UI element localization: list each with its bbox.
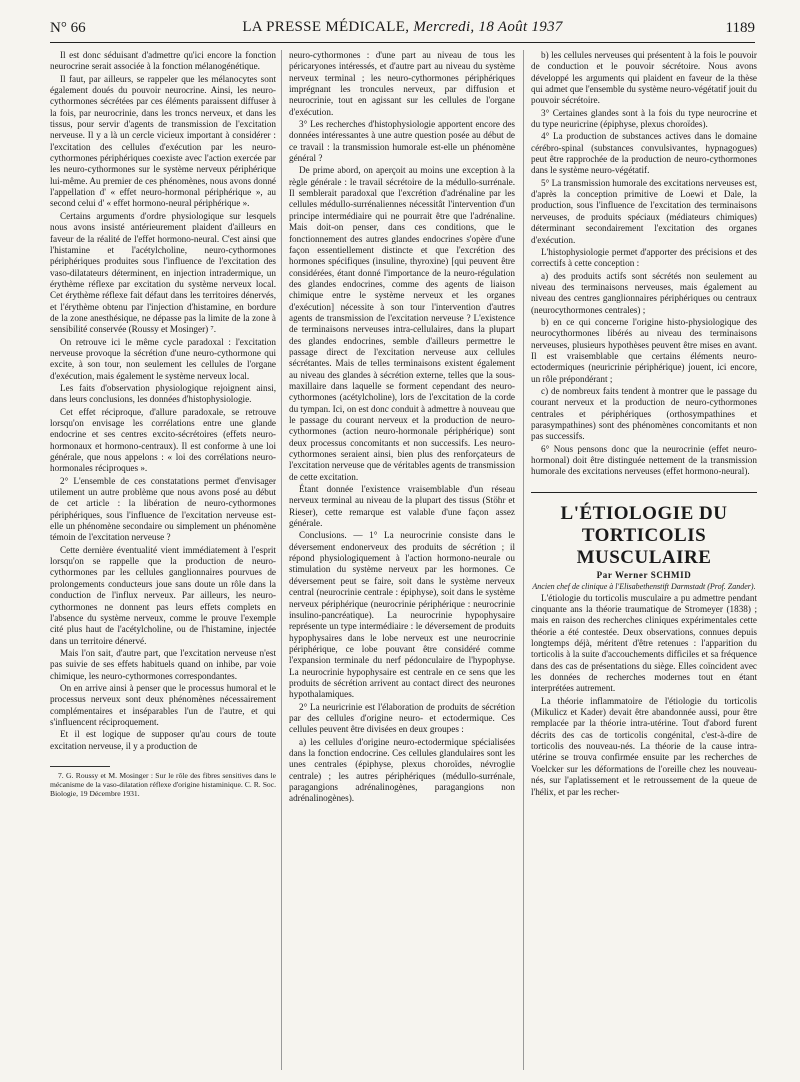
- paragraph: Et il est logique de supposer qu'au cours de toute excitation nerveuse, il y a production de: [50, 729, 276, 751]
- article-author: Par Werner SCHMID: [596, 569, 692, 580]
- paragraph: 6° Nous pensons donc que la neurocrinie (effet neuro-hormonal) doit être distinguée nettement de la transmission humorale des excitations nerveuses (effet hormono-neural).: [531, 443, 757, 477]
- paragraph: 3° Les recherches d'histophysiologie apportent encore des données intéressantes à une autre question posée au début de ce travail : la transmission humorale est-elle un phénomène général ?: [289, 119, 515, 164]
- column-1-text: [50, 50, 276, 752]
- paragraph: Certains arguments d'ordre physiologique sur lesquels nous avons insisté antérieurement plaident d'ailleurs en faveur de la réalité de l'effet hormono-neural. C'est ainsi que l'histamine et l'acétylcholine, neuro-cythormones périphériques produites sous l'influence de l'excitation des vaso-dilatateurs déterminent, en injection intradermique, un érythème réflexe par excitation du système nerveux local. Cet érythème réflexe fait défaut dans les territoires dénervés, et l'érythème obtenu par l'injection d'histamine, en bordure de la zone anesthésique, ne dépasse pas la limite de la zone à sensibilité conservée (Roussy et Mosinger) ⁷.: [50, 210, 276, 335]
- paragraph: Il est donc séduisant d'admettre qu'ici encore la fonction neurocrine serait associée à la fonction mélanogénétique.: [50, 50, 276, 72]
- paragraph: Étant donnée l'existence vraisemblable d'un réseau nerveux terminal au niveau de la plupart des tissus (Stöhr et Rieser), cette remarque est valable d'une façon assez générale.: [289, 484, 515, 529]
- page-number: 1189: [725, 20, 755, 36]
- footnote: 7. G. Roussy et M. Mosinger : Sur le rôle des fibres sensitives dans le mécanisme de la vaso-dilatation réflexe d'origine histaminique. C. R. Soc. Biologie, 19 Décembre 1931.: [50, 770, 276, 798]
- column-2-text: [289, 50, 515, 805]
- column-rule: [523, 50, 524, 1070]
- paragraph: L'histophysiologie permet d'apporter des précisions et des correctifs à cette conception :: [531, 246, 757, 269]
- column-3-text: [531, 50, 757, 478]
- paragraph: Les faits d'observation physiologique rejoignent ainsi, dans leurs conclusions, les données d'histophysiologie.: [50, 382, 276, 405]
- paragraph: Il faut, par ailleurs, se rappeler que les mélanocytes sont également doués du pouvoir neurocrine. Ainsi, les neuro-cythormones sécrétées par ces éléments paraissent diffuser à la fois, par neurocrinie, dans les troncs nerveux, et dans les tissus, pour servir d'agents de transmission de l'excitation nerveuse. Il y a là un cercle vicieux important à considérer : l'excitation des cellules d'exécution par les neuro-cythormones périphériques coexiste avec l'action exercée par les neuro-cythormones sur le système nerveux périphérique lui-même. Au premier de ces phénomènes, nous avons donné l'appellation d' « effet neuro-hormonal périphérique », au second celui d' « effet hormono-neural périphérique ».: [50, 73, 276, 209]
- journal-title: [50, 19, 755, 36]
- article-body: [531, 593, 757, 798]
- issue-number: N° 66: [50, 20, 86, 36]
- paragraph: Cet effet réciproque, d'allure paradoxale, se retrouve lorsqu'on envisage les corrélations entre une glande endocrine et ses centres excito-sécrétoires (effets neuro-hormonaux et hormono-centraux). Il est conforme à une loi générale, que nous appelons : « loi des corrélations neuro-hormonales réciproques ».: [50, 406, 276, 474]
- paragraph: a) les cellules d'origine neuro-ectodermique spécialisées dans la fonction endocrine. Ces cellules glandulaires sont les unes centrales (épiphyse, plexus choroïdes, névroglie centrale) ; les autres périphériques (médullo-surrénale, paragangions adrénalinogènes, paragangions non adrénalinogènes).: [289, 736, 515, 804]
- paragraph: 2° La neuricrinie est l'élaboration de produits de sécrétion par des cellules d'origine neuro- et ectodermique. Ces cellules peuvent être divisées en deux groupes :: [289, 701, 515, 735]
- paragraph: De prime abord, on aperçoit au moins une exception à la règle générale : le travail sécrétoire de la médullo-surrénale. Il semblerait paradoxal que l'excrétion d'adrénaline par les cellules médullo-surrénaliennes nécessitât l'intervention d'un principe intermédiaire qui ne pourrait être que l'adrénaline. Mais doit-on penser, dans ces conditions, que le fonctionnement des autres glandes endocrines s'opère d'une façon essentiellement distincte et que l'excrétion des hormones spécifiques (insuline, thyroxine) [qui peuvent être considérées, étant donné l'importance de la neuro-régulation des glandes endocrines, comme des agents de liaison chimique entre le système nerveux et les organes d'exécution] nécessite à son tour l'intervention d'autres agents de transmission de l'excitation nerveuse ? L'existence de terminaisons nerveuses intra-cellulaires, dans la plupart des glandes endocrines, semble d'ailleurs permettre le passage direct de l'excitation nerveuse aux cellules sécrétantes. Mais de telles terminaisons existent également au niveau des glandes à sécrétion externe, telles que la sous-maxillaire dans laquelle se forment cependant des neuro-cythormones (acétylcholine), lors de l'excitation de la corde du tympan. Ici, on est donc conduit à admettre à nouveau que le passage du courant nerveux et la production de neuro-cythormones (action neuro-hormonale périphérique) sont deux processus concomitants et non successifs. Les neuro-cythormones seraient ainsi, bien plus des renforçateurs de l'excitation nerveuse que de véritables agents de transmission de cette excitation.: [289, 165, 515, 482]
- article-separator: [531, 492, 757, 493]
- paragraph: Mais l'on sait, d'autre part, que l'excitation nerveuse n'est pas suivie de ses effets habituels quand on inhibe, par voie chimique, les neuro-cythormones correspondantes.: [50, 647, 276, 681]
- journal-name: LA PRESSE MÉDICALE,: [242, 19, 414, 35]
- paragraph: On en arrive ainsi à penser que le processus humoral et le processus nerveux sont deux phénomènes nécessairement complémentaires et inséparables l'un de l'autre, et qui s'influencent réciproquement.: [50, 682, 276, 727]
- paragraph: b) les cellules nerveuses qui présentent à la fois le pouvoir de conduction et le pouvoir sécrétoire. Nous avons développé les arguments qui plaident en faveur de la thèse qui admet que l'ensemble du système neuro-végétatif jouit du pouvoir sécrétoire.: [531, 50, 757, 106]
- paragraph: On retrouve ici le même cycle paradoxal : l'excitation nerveuse provoque la sécrétion d'une neuro-cythormone qui excite, à son tour, non seulement les cellules de l'organe d'exécution, mais également le système nerveux local.: [50, 336, 276, 381]
- article-title: L'ÉTIOLOGIE DU TORTICOLIS MUSCULAIRE: [560, 502, 728, 568]
- paragraph: neuro-cythormones : d'une part au niveau de tous les péricaryones intéressés, et d'autre part au niveau du système nerveux terminal ; les neuro-cythormones périphériques imprégnant les troncules nerveux, par diffusion et neurocrinie, tout en agissant sur les cellules de l'organe d'exécution.: [289, 50, 515, 117]
- paragraph: 5° La transmission humorale des excitations nerveuses est, d'après la conception primitive de Loewi et Dale, la production, sous l'influence de l'excitation des terminaisons nerveuses, de produits spéciaux (médiateurs chimiques) déterminant secondairement l'excitation des organes d'exécution.: [531, 177, 757, 245]
- paragraph: Cette dernière éventualité vient immédiatement à l'esprit lorsqu'on se rappelle que la production de neuro-cythormones par les cellules ganglionnaires pourvues de prolongements conducteurs joue sans doute un rôle dans la conduction de l'influx nerveux. Par ailleurs, les neuro-cythormones ne donnent pas leurs effets complets en l'absence du système nerveux, comme le prouve l'exemple cité plus haut de l'acétylcholine, ou de l'histamine, injectée dans un territoire dénervé.: [50, 544, 276, 646]
- paragraph: c) de nombreux faits tendent à montrer que le passage du courant nerveux et la production de neuro-cythormones centrales et périphériques (orthosympathines et parasympathines) sont des phénomènes concomitants et non pas successifs.: [531, 385, 757, 442]
- article-affiliation: Ancien chef de clinique à l'Elisabethenstift Darmstadt (Prof. Zander).: [532, 582, 756, 592]
- issue-date: Mercredi, 18 Août 1937: [413, 19, 563, 35]
- paragraph: b) en ce qui concerne l'origine histo-physiologique des neurocythormones libérés au niveau des terminaisons nerveuses, plusieurs hypothèses peuvent être mises en avant. Il est vraisemblable que certains éléments neuro-ectodermiques (neuricrinie périphérique) jouent, ici encore, un rôle prépondérant ;: [531, 316, 757, 384]
- column-1: [50, 50, 276, 799]
- column-2: [289, 50, 515, 806]
- paragraph: 4° La production de substances actives dans le domaine cérébro-spinal (substances convulsivantes, hypnagogues) peut être rapprochée de la production de neuro-cythormones dans le système neuro-végétatif.: [531, 131, 757, 176]
- column-rule: [281, 50, 282, 1070]
- paragraph: La théorie inflammatoire de l'étiologie du torticolis (Mikulicz et Kader) devait être abandonnée aussi, pour être remplacée par la théorie intra-utérine. Tout d'abord furent décrits des cas de torticolis congénital, c'est-à-dire de torticolis des nouveau-nés. La théorie de la cause intra-utérine se trouva confirmée ensuite par les recherches de Voelcker sur les déformations de l'oreille chez les nouveau-nés, sur l'aplatissement et le retroussement de la queue de l'hélix, et par les recher-: [531, 695, 757, 797]
- paragraph: 3° Certaines glandes sont à la fois du type neurocrine et du type neuricrine (épiphyse, plexus choroïdes).: [531, 107, 757, 130]
- paragraph: L'étiologie du torticolis musculaire a pu admettre pendant cinquante ans la théorie traumatique de Stromeyer (1838) ; mais en raison des recherches cliniques expérimentales cette théorie a été contestée. Deux observations, connues depuis longtemps déjà, méritent d'être retenues : l'apparition du torticolis à la suite d'accouchements difficiles et sa fréquence dans des cas de présentations du siège. Elles coïncident avec les données de recherches modernes tout en étant interprétées autrement.: [531, 592, 757, 694]
- paragraph: 2° L'ensemble de ces constatations permet d'envisager utilement un autre problème que nous avons posé au début de cet article : la libération de neuro-cythormones périphériques, sous l'influence de l'excitation nerveuse est-elle un phénomène secondaire ou simplement un phénomène témoin de l'excitation nerveuse ?: [50, 475, 276, 543]
- paragraph: a) des produits actifs sont sécrétés non seulement au niveau des terminaisons nerveuses, mais également au niveau des centres ganglionnaires périphériques ou centraux (neurocythormones centrales) ;: [531, 270, 757, 315]
- column-3: [531, 50, 757, 799]
- footnote-rule: [50, 766, 110, 767]
- paragraph: Conclusions. — 1° La neurocrinie consiste dans le déversement endonerveux des produits de sécrétion ; il répond physiologiquement à l'action hormono-neurale ou stimulation du système nerveux par les hormones. Ce déversement peut se faire, soit dans le système nerveux central (neurocrinie centrale : épiphyse), soit dans le système nerveux périphérique (neurocrinie périphérique : neurocrinie insulino-pancréatique). La neurocrinie hypophysaire représente un type intermédiaire : le déversement de produits hypophysaires dans le lobe nerveux est une neurocrinie périphérique, ce lobe pouvant être considéré comme l'expansion terminale du nerf pédonculaire de l'hypophyse. La neurocrinie hypophysaire est centrale en ce sens que les produits de sécrétion arrivent au contact direct des neurones hypothalamiques.: [289, 530, 515, 700]
- running-header: [50, 16, 755, 43]
